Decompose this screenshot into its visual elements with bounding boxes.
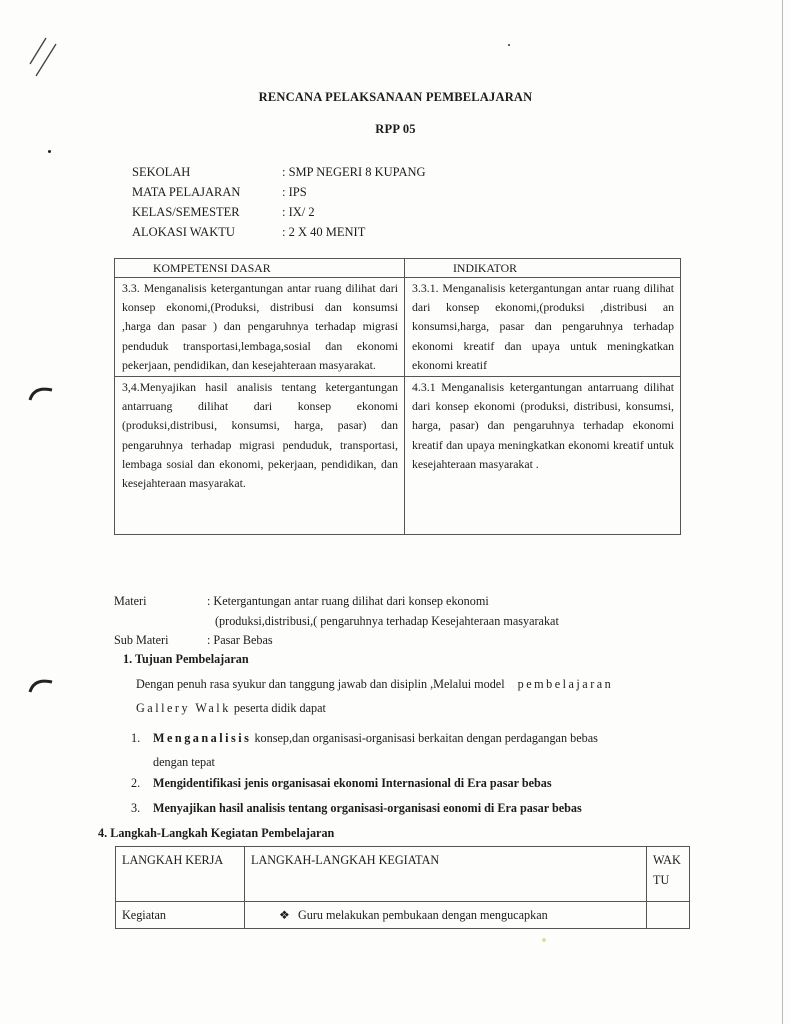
identity-label: MATA PELAJARAN [132,185,241,199]
list-item-bold: Mengidentifikasi jenis organisasai ekonomi Internasional di Era pasar bebas [153,776,552,790]
table-row [115,278,681,377]
materi-block [114,592,559,651]
kd-cell: 3,4.Menyajikan hasil analisis tentang ketergantungan antarruang dilihat dari konsep ekonomi (produksi,distribusi, konsumsi, harga, pasar) dan pengaruhnya terhadap migrasi penduduk, transportasi, lembaga sosial dan ekonomi, pekerjaan, pendidikan, dan kesejahteraan masyarakat. [115,377,405,535]
tujuan-item [131,726,701,774]
sub-materi-row [114,631,559,651]
tujuan-intro [136,672,696,720]
identity-block [132,162,426,242]
tujuan-intro-text: peserta didik dapat [230,701,326,715]
identity-label: KELAS/SEMESTER [132,205,240,219]
identity-row-mapel [132,182,426,202]
column-header-kd: KOMPETENSI DASAR [115,259,405,278]
identity-row-waktu [132,222,426,242]
list-item-text: konsep,dan organisasi-organisasi berkaitan dengan perdagangan bebas [251,731,598,745]
tujuan-intro-model: pembelajaran [517,677,614,691]
tujuan-intro-line [136,672,696,696]
identity-row-kelas [132,202,426,222]
scan-speck [542,938,546,942]
table-header-row [116,847,690,902]
list-item-bold: Menganalisis [153,731,252,745]
indikator-cell: 3.3.1. Menganalisis ketergantungan antar ruang dilihat dari konsep ekonomi,(produksi ,distribusi an konsumsi,harga, pasar dan pengaruhnya terhadap ekonomi kreatif dan upaya untuk meningkatkan ekonomi kreatif [405,278,681,377]
waktu-header-line: TU [653,873,670,887]
langkah-heading: 4. Langkah-Langkah Kegiatan Pembelajaran [98,826,335,840]
identity-value: : 2 X 40 MENIT [282,225,366,239]
waktu-header-line: WAK [653,853,681,867]
materi-label: Materi [114,594,147,608]
waktu-cell [647,902,690,929]
tujuan-intro-line [136,696,696,720]
langkah-kerja-cell: Kegiatan [116,902,245,929]
diamond-bullet-icon: ❖ [279,908,290,922]
kegiatan-cell [245,902,647,929]
kegiatan-text: Guru melakukan pembukaan dengan mengucapkan [297,908,548,922]
kd-cell: 3.3. Menganalisis ketergantungan antar ruang dilihat dari konsep ekonomi,(Produksi, distribusi dan konsumsi ,harga dan pasar ) dan pengaruhnya terhadap migrasi penduduk transportasi,lembaga,sosial dan ekonomi pekerjaan, pendidikan, dan kesejahteraan masyarakat. [115,278,405,377]
scan-dot [48,150,51,153]
tujuan-heading: 1. Tujuan Pembelajaran [123,652,249,666]
tujuan-intro-method: Gallery Walk [136,701,231,715]
identity-row-sekolah [132,162,426,182]
identity-value: : IPS [282,185,307,199]
tujuan-intro-text: Dengan penuh rasa syukur dan tanggung jawab dan disiplin ,Melalui model [136,677,508,691]
identity-value: : IX/ 2 [282,205,315,219]
tujuan-item [131,776,552,791]
list-number: 1. [131,731,141,745]
page-subtitle: RPP 05 [375,122,416,136]
identity-label: SEKOLAH [132,165,191,179]
scan-dot [508,44,510,46]
materi-value-continued: (produksi,distribusi,( pengaruhnya terhadap Kesejahteraan masyarakat [215,613,559,628]
table-header-row [115,259,681,278]
kompetensi-table [114,258,681,535]
materi-row [114,592,559,612]
table-row [116,902,690,929]
column-header-kegiatan: LANGKAH-LANGKAH KEGIATAN [245,847,647,902]
materi-row-continued [114,612,559,632]
identity-label: ALOKASI WAKTU [132,225,235,239]
list-number: 3. [131,801,141,815]
indikator-cell: 4.3.1 Menganalisis ketergantungan antarruang dilihat dari konsep ekonomi (produksi, distribusi, konsumsi, harga, pasar) dan pengaruhnya terhadap ekonomi kreatif dan upaya meningkatkan ekonomi kreatif untuk kesejahteraan masyarakat . [405,377,681,535]
column-header-indikator: INDIKATOR [405,259,681,278]
binder-hole-bottom [28,676,54,694]
column-header-waktu [647,847,690,902]
binder-hole-top [28,384,54,402]
sub-materi-label: Sub Materi [114,633,169,647]
list-item-continued: dengan tepat [153,755,215,769]
page-title: RENCANA PELAKSANAAN PEMBELAJARAN [258,90,533,104]
column-header-langkah-kerja: LANGKAH KERJA [116,847,245,902]
list-item-bold: Menyajikan hasil analisis tentang organisasi-organisasi eonomi di Era pasar bebas [153,801,582,815]
table-row [115,377,681,535]
list-number: 2. [131,776,141,790]
tujuan-item [131,801,582,816]
sub-materi-value: : Pasar Bebas [207,633,273,647]
page-right-edge [782,0,783,1024]
pen-scribble-mark [26,34,62,80]
langkah-table [115,846,690,929]
identity-value: : SMP NEGERI 8 KUPANG [282,165,426,179]
materi-value: : Ketergantungan antar ruang dilihat dari konsep ekonomi [207,594,489,608]
